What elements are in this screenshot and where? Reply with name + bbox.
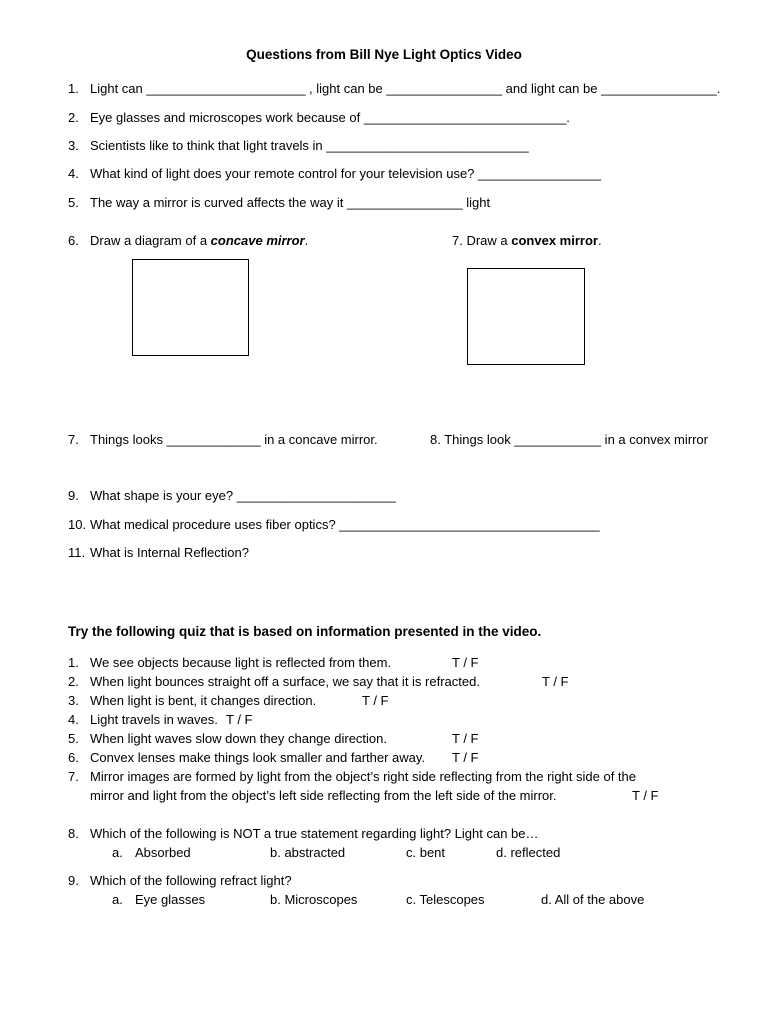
quiz-text: Which of the following is NOT a true statement regarding light? Light can be…	[90, 826, 539, 841]
quiz-text: Light travels in waves.	[90, 712, 218, 727]
question-text: Things looks _____________ in a concave mirror.	[90, 432, 378, 447]
question-prefix: Draw a diagram of a	[90, 233, 211, 248]
quiz-number: 3.	[68, 693, 79, 708]
option-a-label: a.	[112, 892, 123, 907]
page-title: Questions from Bill Nye Light Optics Video	[246, 47, 522, 62]
quiz-text: We see objects because light is reflected from them.	[90, 655, 392, 670]
question-text: What kind of light does your remote control for your television use? _________________	[90, 166, 601, 181]
question-number: 4.	[68, 166, 79, 181]
quiz-text-continued: mirror and light from the object’s left side reflecting from the left side of the mirror.	[90, 788, 557, 803]
question-text: The way a mirror is curved affects the way it ________________ light	[90, 195, 491, 210]
question-text: What medical procedure uses fiber optics? ____________________________________	[90, 517, 600, 532]
true-false-choice[interactable]: T / F	[452, 655, 479, 670]
question-text: Eye glasses and microscopes work because of ____________________________.	[90, 110, 570, 125]
quiz-heading: Try the following quiz that is based on information presented in the video.	[68, 624, 542, 639]
question-suffix: .	[304, 233, 309, 248]
question-number: 3.	[68, 138, 79, 153]
true-false-choice[interactable]: T / F	[362, 693, 389, 708]
question-number: 6.	[68, 233, 79, 248]
quiz-text: Which of the following refract light?	[90, 873, 292, 888]
quiz-number: 6.	[68, 750, 79, 765]
option-d[interactable]: d. All of the above	[541, 892, 645, 907]
question-text: What shape is your eye? ______________________	[90, 488, 396, 503]
option-c[interactable]: c. bent	[406, 845, 446, 860]
quiz-number: 8.	[68, 826, 79, 841]
option-b[interactable]: b. Microscopes	[270, 892, 358, 907]
question-text: 8. Things look ____________ in a convex mirror	[430, 432, 708, 447]
question-prefix: 7. Draw a	[452, 233, 512, 248]
concave-mirror-term: concave mirror	[210, 233, 305, 248]
question-number: 1.	[68, 81, 79, 96]
option-a[interactable]: Eye glasses	[135, 892, 206, 907]
quiz-number: 5.	[68, 731, 79, 746]
quiz-number: 2.	[68, 674, 79, 689]
quiz-number: 1.	[68, 655, 79, 670]
quiz-text: Mirror images are formed by light from the object’s right side reflecting from the right side of the	[90, 769, 636, 784]
true-false-choice[interactable]: T / F	[632, 788, 659, 803]
option-d[interactable]: d. reflected	[496, 845, 561, 860]
option-a[interactable]: Absorbed	[135, 845, 191, 860]
question-number: 5.	[68, 195, 79, 210]
concave-drawing-box[interactable]	[132, 259, 249, 356]
convex-mirror-term: convex mirror	[511, 233, 598, 248]
quiz-number: 9.	[68, 873, 79, 888]
quiz-text: When light waves slow down they change direction.	[90, 731, 387, 746]
question-text: Scientists like to think that light travels in ____________________________	[90, 138, 529, 153]
question-text	[452, 233, 602, 248]
question-text	[90, 233, 308, 248]
question-suffix: .	[597, 233, 602, 248]
true-false-choice[interactable]: T / F	[542, 674, 569, 689]
true-false-choice[interactable]: T / F	[226, 712, 253, 727]
quiz-text: Convex lenses make things look smaller and farther away.	[90, 750, 426, 765]
option-a-label: a.	[112, 845, 123, 860]
quiz-text: When light bounces straight off a surface, we say that it is refracted.	[90, 674, 480, 689]
true-false-choice[interactable]: T / F	[452, 750, 479, 765]
question-number: 10.	[68, 517, 87, 532]
convex-drawing-box[interactable]	[467, 268, 585, 365]
question-number: 9.	[68, 488, 79, 503]
question-text: Light can ______________________ , light can be ________________ and light can be ________________.	[90, 81, 721, 96]
quiz-number: 4.	[68, 712, 79, 727]
question-number: 7.	[68, 432, 79, 447]
question-number: 11.	[68, 545, 86, 560]
quiz-number: 7.	[68, 769, 79, 784]
true-false-choice[interactable]: T / F	[452, 731, 479, 746]
question-text: What is Internal Reflection?	[90, 545, 249, 560]
quiz-text: When light is bent, it changes direction.	[90, 693, 317, 708]
option-c[interactable]: c. Telescopes	[406, 892, 485, 907]
question-number: 2.	[68, 110, 79, 125]
option-b[interactable]: b. abstracted	[270, 845, 346, 860]
